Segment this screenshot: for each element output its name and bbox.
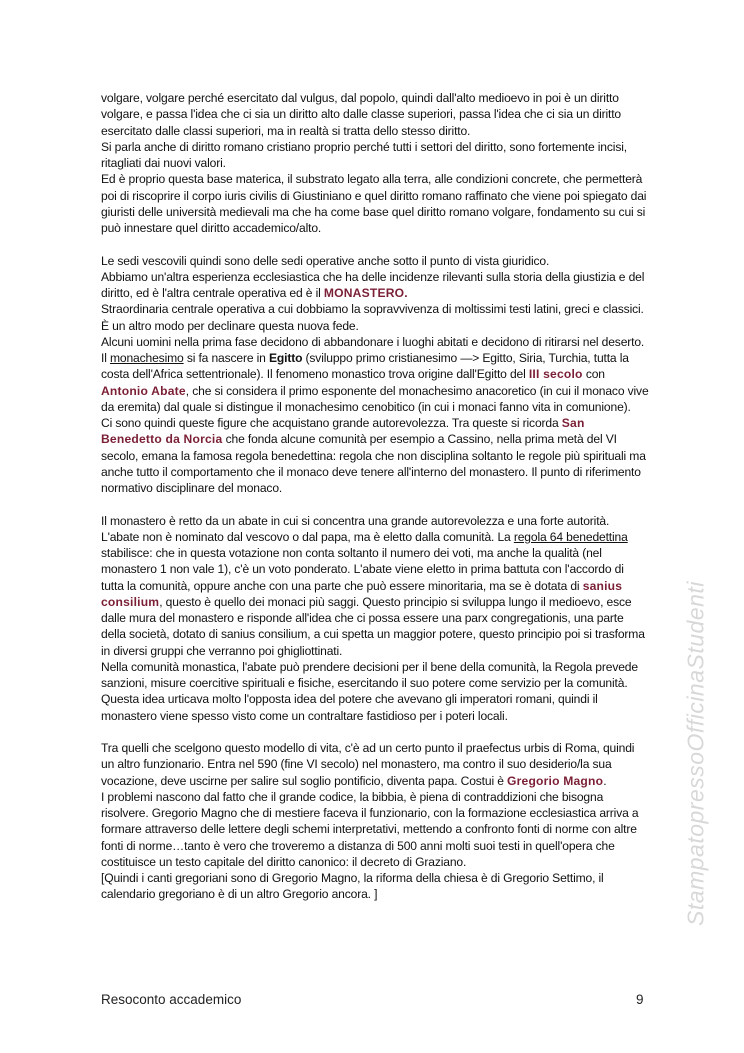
paragraph-text: Alcuni uomini nella prima fase decidono di abbandonare i luoghi abitati e decidono di ritirarsi nel deserto. Il — [101, 334, 645, 365]
paragraph — [101, 334, 649, 415]
highlight-term: Gregorio Magno — [507, 773, 604, 788]
paragraph-gap — [101, 236, 649, 252]
paragraph-text: . — [603, 773, 607, 788]
paragraph — [101, 870, 649, 903]
paragraph — [101, 90, 649, 139]
paragraph-text: Ci sono quindi queste figure che acquistano grande autorevolezza. Tra queste si ricorda — [101, 416, 562, 430]
paragraph-gap — [101, 496, 649, 512]
highlight-term: sanius consilium — [101, 578, 623, 609]
paragraph-text: si fa nascere in — [183, 351, 269, 365]
underlined-term: monachesimo — [109, 351, 184, 365]
watermark: StampatopressoOfficinaStudenti — [682, 581, 709, 926]
paragraph-text: (sviluppo primo cristianesimo —> Egitto, Siria, Turchia, tutta la costa dell'Africa settentrionale). Il fenomeno monastico trova origine dall'Egitto del — [101, 351, 629, 382]
paragraph-text: Le sedi vescovili quindi sono delle sedi operative anche sotto il punto di vista giuridico. — [101, 253, 550, 268]
paragraph-text: con — [582, 367, 605, 382]
highlight-term: San Benedetto da Norcia — [101, 416, 585, 447]
paragraph — [101, 269, 649, 302]
highlight-term: Antonio Abate — [101, 383, 186, 398]
paragraph-text: Ed è proprio questa base materica, il substrato legato alla terra, alle condizioni concrete, che permetterà poi di riscoprire il corpo iuris civilis di Giustiniano e quel diritto romano raffinato che viene poi spiegato dai giuristi delle università medievali ma che ha come base quel diritto romano volgare, fondamento su cui si può innestare quel diritto accademico/alto. — [101, 172, 647, 235]
paragraph-text: stabilisce: che in questa votazione non conta soltanto il numero dei voti, ma anche la qualità (nel monastero 1 non vale 1), c'è un voto ponderato. L'abate viene eletto in prima battuta con l'accordo di tutta la comunità, oppure anche con una parte che può essere minoritaria, ma se è dotata di — [101, 546, 624, 593]
paragraph — [101, 789, 649, 870]
paragraph-text: Nella comunità monastica, l'abate può prendere decisioni per il bene della comunità, la Regola prevede sanzioni, misure coercitive spirituali e fisiche, esercitando il suo potere come servizio per la comunità. Questa idea urticava molto l'opposta idea del potere che avevano gli imperatori romani, quindi il monastero viene spesso visto come un contraltare fastidioso per i poteri locali. — [101, 659, 638, 723]
paragraph-text: , che si considera il primo esponente del monachesimo anacoretico (in cui il monaco vive da eremita) dal quale si distingue il monachesimo cenobitico (in cui i monaci fanno vita in comunione). — [101, 383, 649, 414]
paragraph-text: I problemi nascono dal fatto che il grande codice, la bibbia, è piena di contraddizioni che bisogna risolvere. Gregorio Magno che di mestiere faceva il funzionario, con la formazione ecclesiastica arriva a formare attraverso delle lettere degli schemi interpretativi, mettendo a confronto fonti di norme con altre fonti di norme…tanto è vero che troveremo a distanza di 500 anni molti suoi testi in quell'opera che costituisce un testo capitale del diritto canonico: il decreto di Graziano. — [101, 789, 639, 869]
highlight-term: MONASTERO. — [323, 286, 408, 300]
body-text — [101, 90, 649, 903]
paragraph — [101, 415, 649, 496]
paragraph — [101, 253, 649, 269]
paragraph — [101, 659, 649, 724]
footer-title: Resoconto accademico — [101, 992, 242, 1007]
paragraph-text: volgare, volgare perché esercitato dal vulgus, dal popolo, quindi dall'alto medioevo in poi è un diritto volgare, e passa l'idea che ci sia un diritto alto dalle classe superiori, passa l'idea che ci sia un diritto esercitato dalle classi superiori, ma in realtà si tratta dello stesso diritto. — [101, 91, 622, 138]
paragraph — [101, 301, 649, 334]
paragraph-text: [Quindi i canti gregoriani sono di Gregorio Magno, la riforma della chiesa è di Gregorio Settimo, il calendario gregoriano è di un altro Gregorio ancora. ] — [101, 871, 604, 902]
paragraph-text: Si parla anche di diritto romano cristiano proprio perché tutti i settori del diritto, sono fortemente incisi, ritagliati dai nuovi valori. — [101, 139, 627, 170]
paragraph-text: Straordinaria centrale operativa a cui dobbiamo la sopravvivenza di moltissimi testi latini, greci e classici. È un altro modo per declinare questa nuova fede. — [101, 302, 644, 333]
bold-term: Egitto — [268, 351, 303, 365]
paragraph — [101, 513, 649, 659]
paragraph-text: Abbiamo un'altra esperienza ecclesiastica che ha delle incidenze rilevanti sulla storia della giustizia e del diritto, ed è l'altra centrale operativa ed è il — [101, 269, 645, 300]
paragraph — [101, 740, 649, 789]
paragraph — [101, 171, 649, 236]
paragraph-text: , questo è quello dei monaci più saggi. Questo principio si sviluppa lungo il medioevo, esce dalle mura del monastero e risponde all'idea che ci possa essere una parx congregationis, una parte della società, dotato di sanius consilium, a cui spetta un maggior potere, questo principio poi si trasforma in diversi gruppi che verranno poi ghigliottinati. — [101, 594, 645, 658]
paragraph-text: Il monastero è retto da un abate in cui si concentra una grande autorevolezza e una forte autorità. L'abate non è nominato dal vescovo o dal papa, ma è eletto dalla comunità. La — [101, 513, 610, 544]
paragraph — [101, 139, 649, 172]
page-number: 9 — [636, 992, 644, 1007]
underlined-term: regola 64 benedettina — [513, 529, 628, 544]
paragraph-text: Tra quelli che scelgono questo modello di vita, c'è ad un certo punto il praefectus urbis di Roma, quindi un altro funzionario. Entra nel 590 (fine VI secolo) nel monastero, ma contro il suo desiderio/la sua vocazione, deve uscirne per salire sul soglio pontificio, diventa papa. Costui è — [101, 741, 635, 788]
highlight-term: III secolo — [528, 367, 583, 382]
paragraph-text: che fonda alcune comunità per esempio a Cassino, nella prima metà del VI secolo, emana la famosa regola benedettina: regola che non disciplina soltanto le regole più spirituali ma anche tutto il comportamento che il monaco deve tenere all'interno del monastero. Il punto di riferimento normativo disciplinare del monaco. — [101, 432, 646, 495]
paragraph-gap — [101, 724, 649, 740]
